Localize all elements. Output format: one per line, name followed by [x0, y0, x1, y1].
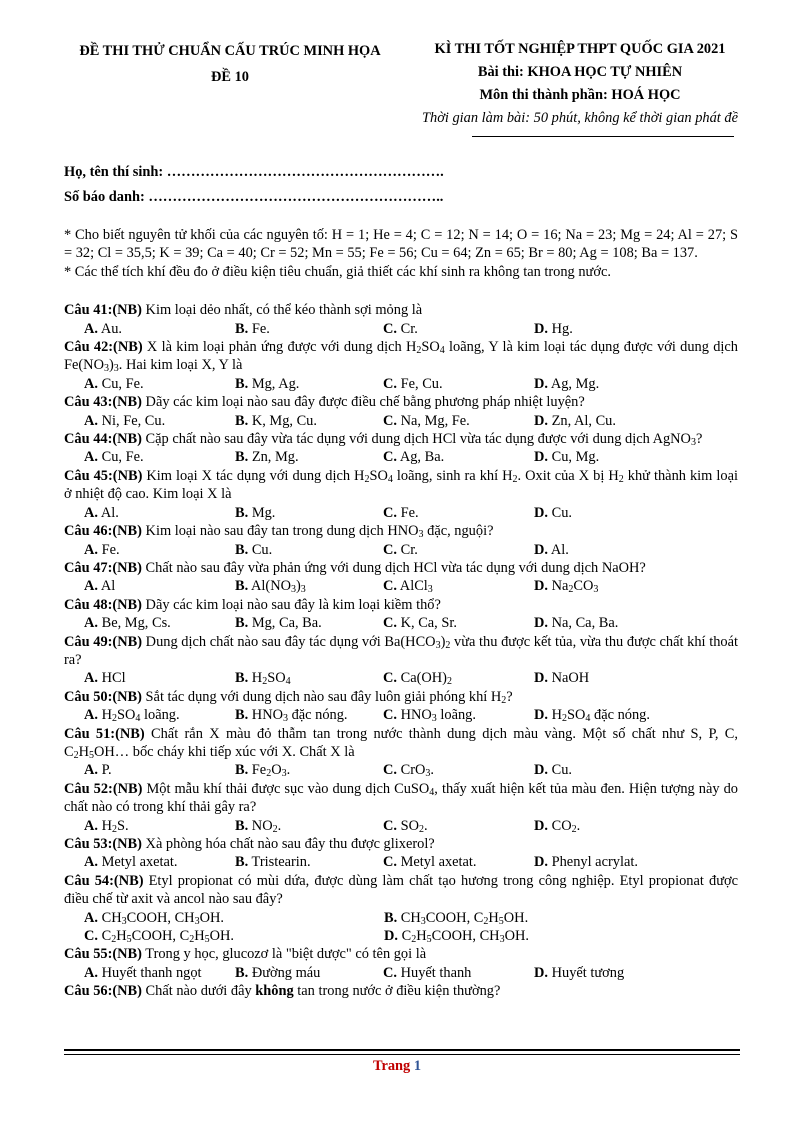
question-46: Câu 46:(NB) Kim loại nào sau đây tan trong dung dịch $HNO_3$ đặc, nguội? [64, 523, 494, 541]
student-name-field: Họ, tên thí sinh: …………………………………………………. [64, 164, 444, 180]
options-45: A. Al. B. Mg. C. Fe. D. Cu. [84, 504, 573, 521]
options-47: A. Al B. $Al(NO_3)_3$ C. AlCl$_3$ D. $Na_2CO_3$ [84, 578, 599, 596]
question-56: Câu 56:(NB) Chất nào dưới đây không tan trong nước ở điều kiện thường? [64, 983, 501, 1000]
options-52: A. $H_2S$. B. $NO_2$. C. $SO_2$. D. $CO_2$. [84, 817, 581, 835]
options-54-row1: A. $CH_3COOH$, $CH_3OH$. B. $CH_3COOH$, $C_2H_5OH$. [84, 909, 529, 927]
options-50: A. $H_2SO_4$ loãng. B. $HNO_3$ đặc nóng. C. $HNO_3$ loãng. D. $H_2SO_4$ đặc nóng. [84, 707, 650, 725]
page-footer [0, 1058, 794, 1075]
options-55: A. Huyết thanh ngọt B. Đường máu C. Huyết thanh D. Huyết tương [84, 964, 625, 981]
options-54-row2: C. $C_2H_5COOH$, $C_2H_5OH$. D. $C_2H_5COOH$, $CH_3OH$. [84, 928, 529, 946]
exam-title: KÌ THI TỐT NGHIỆP THPT QUỐC GIA 2021 [434, 41, 726, 57]
footer-divider-thin [64, 1054, 740, 1055]
options-46: A. Fe. B. Cu. C. Cr. D. Al. [84, 541, 569, 558]
question-51: Câu 51:(NB) Chất rắn X màu đỏ thẫm tan trong nước thành dung dịch màu vàng. Một số chất như S, P, C, $C_2H_5OH\dots$ bốc cháy khi tiếp xúc với X. Chất X là [64, 725, 738, 761]
options-42: A. Cu, Fe. B. Mg, Ag. C. Fe, Cu. D. Ag, Mg. [84, 375, 600, 392]
question-43: Câu 43:(NB) Dãy các kim loại nào sau đây được điều chế bằng phương pháp nhiệt luyện? [64, 394, 585, 411]
question-49: Câu 49:(NB) Dung dịch chất nào sau đây tác dụng với $Ba(HCO_3)_2$ vừa thu được kết tủa, vừa thu được chất khí thoát ra? [64, 633, 738, 668]
atomic-mass-note: * Cho biết nguyên tử khối của các nguyên tố: H = 1; He = 4; C = 12; N = 14; O = 16; Na = 23; Mg = 24; Al = 27; S = 32; Cl = 35,5; K = 39; Ca = 40; Cr = 52; Mn = 55; Fe = 56; Cu = 64; Zn = 65; Br = 80; Ag = 108; Ba = 137. [64, 227, 738, 262]
question-52: Câu 52:(NB) Một mẫu khí thải được sục vào dung dịch CuSO$_4$, thấy xuất hiện kết tủa màu đen. Hiện tượng này do chất nào có trong khí thải gây ra? [64, 780, 738, 816]
options-43: A. Ni, Fe, Cu. B. K, Mg, Cu. C. Na, Mg, Fe. D. Zn, Al, Cu. [84, 412, 616, 429]
question-44: Câu 44:(NB) Cặp chất nào sau đây vừa tác dụng với dung dịch HCl vừa tác dụng được với dung dịch AgNO$_3$? [64, 431, 703, 449]
question-45: Câu 45:(NB) Kim loại X tác dụng với dung dịch $H_2SO_4$ loãng, sinh ra khí $H_2$. Oxit của X bị $H_2$ khử thành kim loại ở nhiệt độ cao. Kim loại X là [64, 467, 738, 503]
exam-subject: Bài thi: KHOA HỌC TỰ NHIÊN [477, 64, 683, 80]
student-id-field: Số báo danh: …………………………………………………….. [64, 189, 444, 205]
exam-header-right [412, 38, 748, 130]
question-48: Câu 48:(NB) Dãy các kim loại nào sau đây là kim loại kiềm thổ? [64, 596, 441, 613]
page-number: 1 [413, 1058, 422, 1074]
exam-component: Môn thi thành phần: HOÁ HỌC [479, 87, 681, 103]
options-51: A. P. B. $Fe_2O_3$. C. CrO$_3$. D. Cu. [84, 762, 573, 780]
exam-number: ĐỀ 10 [211, 69, 249, 85]
footer-divider-thick [64, 1049, 740, 1051]
question-53: Câu 53:(NB) Xà phòng hóa chất nào sau đây thu được glixerol? [64, 836, 435, 852]
question-54: Câu 54:(NB) Etyl propionat có mùi dứa, được dùng làm chất tạo hương trong công nghiệp. Etyl propionat được điều chế từ axit và ancol nào sau đây? [64, 872, 738, 908]
question-47: Câu 47:(NB) Chất nào sau đây vừa phản ứng với dung dịch HCl vừa tác dụng với dung dịch NaOH? [64, 559, 646, 576]
student-info [64, 160, 444, 210]
exam-series-title: ĐỀ THI THỬ CHUẨN CẤU TRÚC MINH HỌA [79, 43, 381, 59]
exam-header-left [60, 38, 400, 90]
gas-condition-note: * Các thể tích khí đều đo ở điều kiện tiêu chuẩn, giả thiết các khí sinh ra không tan trong nước. [64, 263, 611, 280]
options-53: A. Metyl axetat. B. Tristearin. C. Metyl axetat. D. Phenyl acrylat. [84, 854, 638, 871]
header-divider [472, 136, 734, 137]
options-41: A. Au. B. Fe. C. Cr. D. Hg. [84, 320, 573, 337]
options-49: A. HCl B. $H_2SO_4$ C. $Ca(OH)_2$ D. NaOH [84, 670, 590, 688]
question-55: Câu 55:(NB) Trong y học, glucozơ là "biệt dược" có tên gọi là [64, 946, 427, 963]
options-48: A. Be, Mg, Cs. B. Mg, Ca, Ba. C. K, Ca, Sr. D. Na, Ca, Ba. [84, 615, 619, 632]
question-42: Câu 42:(NB) X là kim loại phản ứng được với dung dịch $H_2SO_4$ loãng, Y là kim loại tác dụng được với dung dịch $Fe(NO_3)_3$. Hai kim loại X, Y là [64, 339, 739, 375]
exam-duration: Thời gian làm bài: 50 phút, không kể thời gian phát đề [422, 110, 738, 126]
options-44: A. Cu, Fe. B. Zn, Mg. C. Ag, Ba. D. Cu, Mg. [84, 449, 600, 466]
question-50: Câu 50:(NB) Sắt tác dụng với dung dịch nào sau đây luôn giải phóng khí $H_2$? [64, 688, 513, 706]
exam-content [64, 226, 738, 1001]
question-41: Câu 41:(NB) Kim loại dẻo nhất, có thể kéo thành sợi mỏng là [64, 302, 423, 319]
page-label: Trang [372, 1058, 411, 1074]
